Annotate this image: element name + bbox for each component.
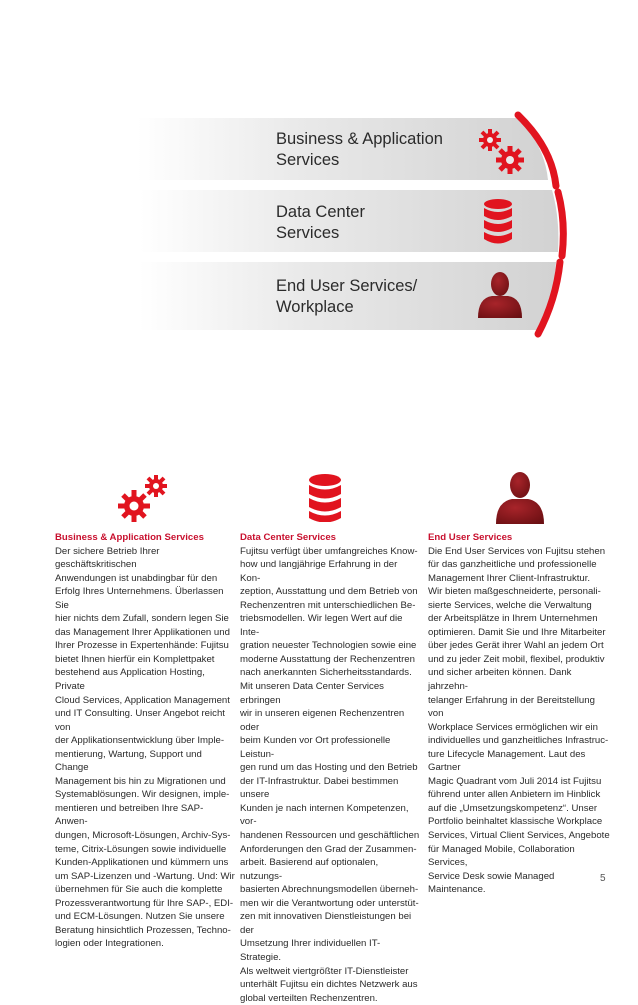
band-label-enduser: [276, 276, 417, 318]
database-icon: [305, 474, 345, 522]
band-business: [0, 118, 548, 180]
column-body: Fujitsu verfügt über umfangreiches Know- how und langjährige Erfahrung in der Kon- zeption, Ausstattung und dem Betrieb von Rechenzentren mit unterschiedlichen Be- triebsmodellen. Wir legen Wert auf die Inte- gration neuester Technologien sowie eine moderne Ausstattung der Rechenzentren nach anerkannten Sicherheitsstandards. Mit unseren Data Center Services erbringen wir in unseren eigenen Rechenzentren oder beim Kunden vor Ort professionelle Leistun- gen rund um das Hosting und den Betrieb der IT-Infrastruktur. Dabei bestimmen unsere Kunden je nach internen Kompetenzen, vor- handenen Ressourcen und geschäftlichen Anforderungen den Grad der Zusammen- arbeit. Basierend auf optionalen, nutzungs- basierten Abrechnungsmodellen überneh- men wir die Verantwortung oder unterstüt- zen mit innovativen Dienstleistungen bei der Umsetzung Ihrer individuellen IT-Strategie. Als weltweit viertgrößter IT-Dienstleister unterhält Fujitsu ein dichtes Netzwerk aus global verteilten Rechenzentren.: [240, 545, 420, 1004]
column-business: [55, 531, 235, 951]
band-label-line1: Business & Application: [276, 130, 443, 148]
column-enduser: [428, 531, 613, 897]
column-heading: Business & Application Services: [55, 532, 204, 543]
band-label-line2: Workplace: [276, 298, 354, 316]
hero-graphic: [0, 0, 638, 360]
band-label-business: [276, 129, 443, 171]
column-datacenter: [240, 531, 420, 1005]
band-label-line1: End User Services/: [276, 277, 418, 295]
band-label-line2: Services: [276, 151, 340, 169]
gears-icon: [112, 470, 172, 526]
column-heading: Data Center Services: [240, 532, 336, 543]
band-label-line1: Data Center: [276, 203, 365, 221]
band-label-datacenter: [276, 202, 365, 244]
arc-red-mid: [558, 192, 563, 256]
column-body: Der sichere Betrieb Ihrer geschäftskritischen Anwendungen ist unabdingbar für den Erfolg Ihres Unternehmens. Überlassen Sie hier nichts dem Zufall, sondern legen Sie das Management Ihrer Applikationen und Ihrer Prozesse in Expertenhände: Fujitsu bietet Ihnen hierfür ein Komplettpaket bestehend aus Application Hosting, Private Cloud Services, Application Management und IT Consulting. Unser Angebot reicht von der Applikationsentwicklung über Imple- mentierung, Wartung, Support und Change Management bis hin zu Migrationen und Systemablösungen. Wir designen, imple- mentieren und betreiben Ihre SAP-Anwen- dungen, Microsoft-Lösungen, Archiv-Sys- teme, Citrix-Lösungen sowie individuelle Kunden-Applikationen und kümmern uns um SAP-Lizenzen und -Wartung. Und: Wir übernehmen für Sie auch die komplette Prozessverantwortung für Ihre SAP-, EDI- und ECM-Lösungen. Nutzen Sie unsere Beratung hinsichtlich Prozessen, Techno- logien oder Integrationen.: [55, 545, 235, 950]
band-label-line2: Services: [276, 224, 340, 242]
column-body: Die End User Services von Fujitsu stehen für das ganzheitliche und professionelle Management Ihrer Client-Infrastruktur. Wir bieten maßgeschneiderte, personali- sierte Services, welche die Verwaltung der Arbeitsplätze in Ihrem Unternehmen optimieren. Damit Sie und Ihre Mitarbeiter über jedes Gerät ihrer Wahl an jedem Ort und zu jeder Zeit mobil, flexibel, produktiv und sicher arbeiten können. Dank jahrzehn- telanger Erfahrung in der Bereitstellung von Workplace Services ermöglichen wir ein individuelles und ganzheitliches Infrastruc- ture Lifecycle Management. Laut des Gartner Magic Quadrant vom Juli 2014 ist Fujitsu führend unter allen Anbietern im Hinblick auf die „Umsetzungskompetenz“. Unser Portfolio beinhaltet klassische Workplace Services, Virtual Client Services, Angebote für Managed Mobile, Collaboration Services, Service Desk sowie Managed Maintenance.: [428, 545, 610, 896]
page-number: 5: [600, 873, 606, 884]
user-icon: [494, 470, 546, 524]
column-heading: End User Services: [428, 532, 513, 543]
